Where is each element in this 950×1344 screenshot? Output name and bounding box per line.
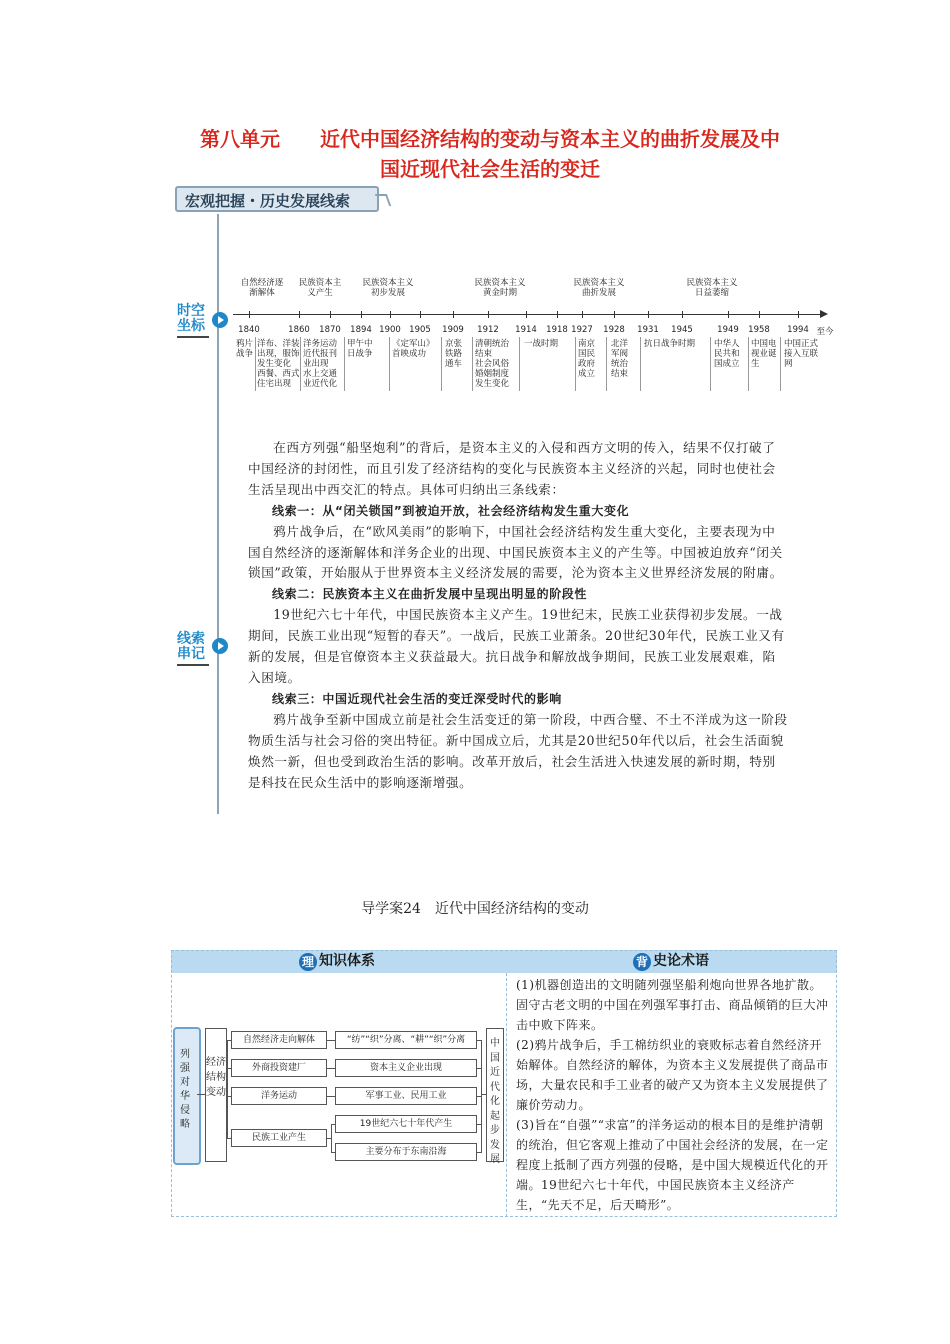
timeline-axis	[233, 314, 823, 315]
timeline-tick	[798, 311, 799, 318]
timeline-tick	[526, 311, 527, 318]
mindmap-detail: 资本主义企业出现	[335, 1059, 477, 1077]
event-label: 洋布、洋装 出现，服饰 发生变化 西餐、西式 住宅出现	[257, 339, 300, 389]
title-line-2: 国近现代社会生活的变迁	[380, 157, 600, 181]
mindmap-detail: 军事工业、民用工业	[335, 1087, 477, 1105]
timeline-tick	[614, 311, 615, 318]
timeline-tick	[390, 311, 391, 318]
timeline-tick	[582, 311, 583, 318]
timeline-year: 1958	[748, 325, 770, 335]
period-label: 民族资本主义曲折发展	[573, 278, 625, 298]
side-underline	[177, 336, 209, 338]
timeline-tick	[648, 311, 649, 318]
event-separator	[748, 337, 749, 391]
event-label: 清朝统治 结束 社会风俗 婚姻制度 发生变化	[475, 339, 510, 389]
mindmap-detail: “纺”“织”分离、“耕”“织”分离	[335, 1031, 477, 1049]
mindmap-branch: 洋务运动	[231, 1087, 327, 1105]
unit-title	[150, 124, 830, 184]
timeline-tick	[330, 311, 331, 318]
event-label: 北洋 军阀 统治 结束	[611, 339, 629, 379]
mindmap-middle: 经济结构变动	[205, 1028, 227, 1162]
event-label: 一战时期	[524, 339, 559, 349]
event-label: 鸦片 战争	[236, 339, 254, 359]
event-label: 中国正式 接入互联 网	[784, 339, 819, 369]
event-separator	[780, 337, 781, 391]
event-separator	[575, 337, 576, 391]
connector	[197, 1094, 205, 1095]
event-label: 《定军山》 首映成功	[392, 339, 435, 359]
timeline-year: 1909	[442, 325, 464, 335]
connector	[327, 1040, 335, 1041]
event-label: 抗日战争时期	[644, 339, 696, 349]
term-note: (2)鸦片战争后，手工棉纺织业的衰败标志着自然经济开始解体。自然经济的解体，为资本主义发展提供了商品市场，大量农民和手工业者的破产又为资本主义发展提供了廉价劳动力。	[516, 1038, 829, 1112]
clue-paragraph: 鸦片战争至新中国成立前是社会生活变迁的第一阶段，中西合璧、不土不洋成为这一阶段物质生活与社会习俗的突出特征。新中国成立后，尤其是20世纪50年代以后，社会生活面貌焕然一新，但也受到政治生活的影响。改革开放后，社会生活进入快速发展的新时期，特别是科技在民众生活中的影响逐渐增强。	[248, 711, 788, 790]
event-separator	[640, 337, 641, 391]
timeline-tick	[682, 311, 683, 318]
mindmap-branch: 外商投资建厂	[231, 1059, 327, 1077]
event-separator	[710, 337, 711, 391]
mindmap-branch: 自然经济走向解体	[231, 1031, 327, 1049]
terms-notes	[516, 975, 830, 1215]
connector	[481, 1040, 482, 1153]
event-label: 京张 铁路 通车	[445, 339, 463, 369]
side-label-timeline: 时空坐标	[177, 303, 205, 334]
title-line-1: 第八单元 近代中国经济结构的变动与资本主义的曲折发展及中	[200, 127, 780, 151]
event-separator	[519, 337, 520, 391]
clue-heading: 线索三：中国近现代社会生活的变迁深受时代的影响	[272, 691, 562, 706]
timeline-year: 1918	[546, 325, 568, 335]
event-separator	[255, 337, 256, 391]
timeline-tick	[759, 311, 760, 318]
side-arrow-icon	[212, 638, 228, 654]
event-label: 中华人 民共和 国成立	[714, 339, 740, 369]
event-separator	[606, 337, 607, 391]
timeline-year: 1949	[717, 325, 739, 335]
timeline-tick	[728, 311, 729, 318]
timeline-year: 1900	[379, 325, 401, 335]
timeline-year: 1994	[787, 325, 809, 335]
event-separator	[472, 337, 473, 391]
mindmap-detail: 19世纪六七十年代产生	[335, 1115, 477, 1133]
period-label: 民族资本主义产生	[298, 278, 342, 298]
event-separator	[441, 337, 442, 391]
intro-paragraph: 在西方列强“船坚炮利”的背后，是资本主义的入侵和西方文明的传入，结果不仅打破了中国经济的封闭性，而且引发了经济结构的变化与民族资本主义经济的兴起，同时也使社会生活呈现出中西交汇的特点。具体可归纳出三条线索：	[248, 440, 776, 497]
timeline-year: 1905	[409, 325, 431, 335]
timeline-tick	[453, 311, 454, 318]
event-separator	[344, 337, 345, 391]
mindmap-branch: 民族工业产生	[231, 1129, 327, 1147]
timeline-tick	[557, 311, 558, 318]
timeline-year: 1840	[238, 325, 260, 335]
timeline-year: 1914	[515, 325, 537, 335]
event-label: 洋务运动 近代报刊 业出现 水上交通 业近代化	[303, 339, 338, 389]
mindmap-root: 列强对华侵略	[180, 1049, 190, 1130]
timeline-year: 1860	[288, 325, 310, 335]
event-label: 南京 国民 政府 成立	[578, 339, 596, 379]
timeline-year: 1945	[671, 325, 693, 335]
timeline-tick	[361, 311, 362, 318]
period-label: 民族资本主义黄金时期	[474, 278, 526, 298]
term-note: (1)机器创造出的文明随列强坚船利炮向世界各地扩散。固守古老文明的中国在列强军事打击、商品倾销的巨大冲击中败下阵来。	[516, 978, 829, 1032]
panel-right-title: 史论术语	[653, 953, 709, 969]
lesson-subtitle: 导学案24 近代中国经济结构的变动	[361, 901, 589, 917]
timeline-tick	[249, 311, 250, 318]
term-note: (3)旨在“自强”“求富”的洋务运动的根本目的是维护清朝的统治，但它客观上推动了中国社会经济的发展，在一定程度上抵制了西方列强的侵略，是中国大规模近代化的开端。19世纪六七十年代，中国民族资本主义经济产生，“先天不足，后天畸形”。	[516, 1118, 829, 1212]
timeline-year: 1894	[350, 325, 372, 335]
connector	[327, 1068, 335, 1069]
event-separator	[300, 337, 301, 391]
event-label: 甲午中 日战争	[347, 339, 373, 359]
panel-badge-icon: 理	[299, 953, 317, 971]
clue-paragraph: 鸦片战争后，在“欧风美雨”的影响下，中国社会经济结构发生重大变化，主要表现为中国自然经济的逐渐解体和洋务企业的出现、中国民族资本主义的产生等。中国被迫放弃“闭关锁国”政策，开始服从于世界资本主义经济发展的需要，沦为资本主义世界经济发展的附庸。	[248, 523, 783, 581]
connector	[227, 1040, 228, 1138]
event-separator	[389, 337, 390, 391]
panel-badge-icon: 背	[633, 953, 651, 971]
period-label: 自然经济逐渐解体	[240, 278, 284, 298]
panel-divider	[506, 973, 508, 1217]
connector	[327, 1096, 335, 1097]
period-label: 民族资本主义初步发展	[362, 278, 414, 298]
event-label: 中国电 视业诞 生	[751, 339, 777, 369]
mindmap-right: 中国近代化起步发展	[486, 1028, 504, 1162]
timeline-tick	[420, 311, 421, 318]
timeline-tick	[299, 311, 300, 318]
side-arrow-icon	[212, 312, 228, 328]
timeline-year: 1912	[477, 325, 499, 335]
period-label: 民族资本主义日益萎缩	[686, 278, 738, 298]
timeline-year: 1870	[319, 325, 341, 335]
clue-paragraph: 19世纪六七十年代，中国民族资本主义产生。19世纪末，民族工业获得初步发展。一战期间，民族工业出现“短暂的春天”。一战后，民族工业萧条。20世纪30年代，民族工业又有新的发展，但是官僚资本主义获益最大。抗日战争和解放战争期间，民族工业发展艰难，陷入困境。	[248, 607, 785, 685]
clue-heading: 线索二：民族资本主义在曲折发展中呈现出明显的阶段性	[272, 587, 588, 602]
mindmap-detail: 主要分布于东南沿海	[335, 1143, 477, 1161]
clue-paragraphs	[248, 438, 788, 793]
timeline-year: 至今	[816, 327, 834, 337]
connector	[331, 1124, 332, 1152]
section-vertical-line	[217, 214, 219, 814]
side-label-clues: 线索串记	[177, 631, 205, 662]
timeline-tick	[488, 311, 489, 318]
section-banner: 宏观把握・历史发展线索	[175, 186, 379, 212]
panel-left-title: 知识体系	[319, 953, 375, 969]
side-underline	[177, 664, 209, 666]
timeline-arrow-icon	[820, 310, 828, 318]
timeline-year: 1928	[603, 325, 625, 335]
timeline-year: 1931	[637, 325, 659, 335]
clue-heading: 线索一：从“闭关锁国”到被迫开放，社会经济结构发生重大变化	[272, 503, 630, 518]
timeline-year: 1927	[571, 325, 593, 335]
